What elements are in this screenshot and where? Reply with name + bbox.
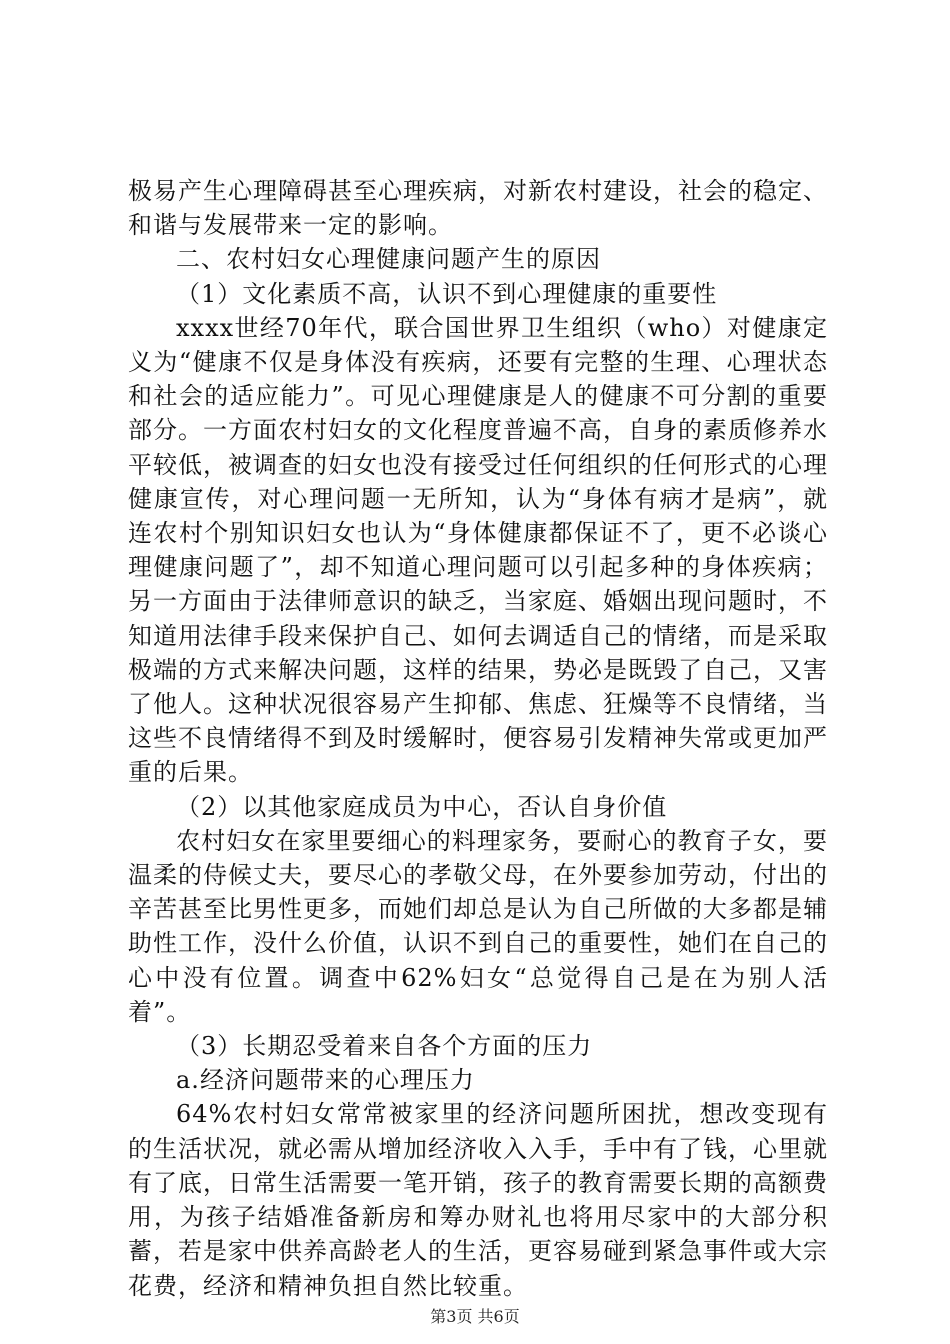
- subheading-1: （1）文化素质不高，认识不到心理健康的重要性: [176, 279, 718, 308]
- subheading-3: （3）长期忍受着来自各个方面的压力: [176, 1032, 593, 1061]
- paragraph-family-role: 农村妇女在家里要细心的料理家务，要耐心的教育子女，要温柔的侍候丈夫，要尽心的孝敬父母，在外要参加劳动，付出的辛苦甚至比男性更多，而她们却总是认为自己所做的大多都是辅助性工作，没什么价值，认识不到自己的重要性，她们在自己的心中没有位置。调查中62%妇女“总觉得自己是在为别人活着”。: [128, 826, 828, 1026]
- subheading-3a: a.经济问题带来的心理压力: [176, 1066, 475, 1095]
- subheading-2: （2）以其他家庭成员为中心，否认自身价值: [176, 792, 668, 821]
- section-heading: 二、农村妇女心理健康问题产生的原因: [176, 245, 601, 274]
- paragraph-continuation: 极易产生心理障碍甚至心理疾病，对新农村建设，社会的稳定、和谐与发展带来一定的影响。: [128, 177, 828, 240]
- body-text: [128, 174, 828, 1303]
- paragraph-who-definition: xxxx世经70年代，联合国世界卫生组织（who）对健康定义为“健康不仅是身体没有疾病，还要有完整的生理、心理状态和社会的适应能力”。可见心理健康是人的健康不可分割的重要部分。一方面农村妇女的文化程度普遍不高，自身的素质修养水平较低，被调查的妇女也没有接受过任何组织的任何形式的心理健康宣传，对心理问题一无所知，认为“身体有病才是病”，就连农村个别知识妇女也认为“身体健康都保证不了，更不必谈心理健康问题了”，却不知道心理问题可以引起多种的身体疾病；另一方面由于法律师意识的缺乏，当家庭、婚姻出现问题时，不知道用法律手段来保护自己、如何去调适自己的情绪，而是采取极端的方式来解决问题，这样的结果，势必是既毁了自己，又害了他人。这种状况很容易产生抑郁、焦虑、狂燥等不良情绪，当这些不良情绪得不到及时缓解时，便容易引发精神失常或更加严重的后果。: [128, 313, 828, 787]
- page-number: 第3页 共6页: [430, 1307, 520, 1326]
- paragraph-economic-pressure: 64%农村妇女常常被家里的经济问题所困扰，想改变现有的生活状况，就必需从增加经济收入入手，手中有了钱，心里就有了底，日常生活需要一笔开销，孩子的教育需要长期的高额费用，为孩子结婚准备新房和筹办财礼也将用尽家中的大部分积蓄，若是家中供养高龄老人的生活，更容易碰到紧急事件或大宗花费，经济和精神负担自然比较重。: [128, 1100, 828, 1300]
